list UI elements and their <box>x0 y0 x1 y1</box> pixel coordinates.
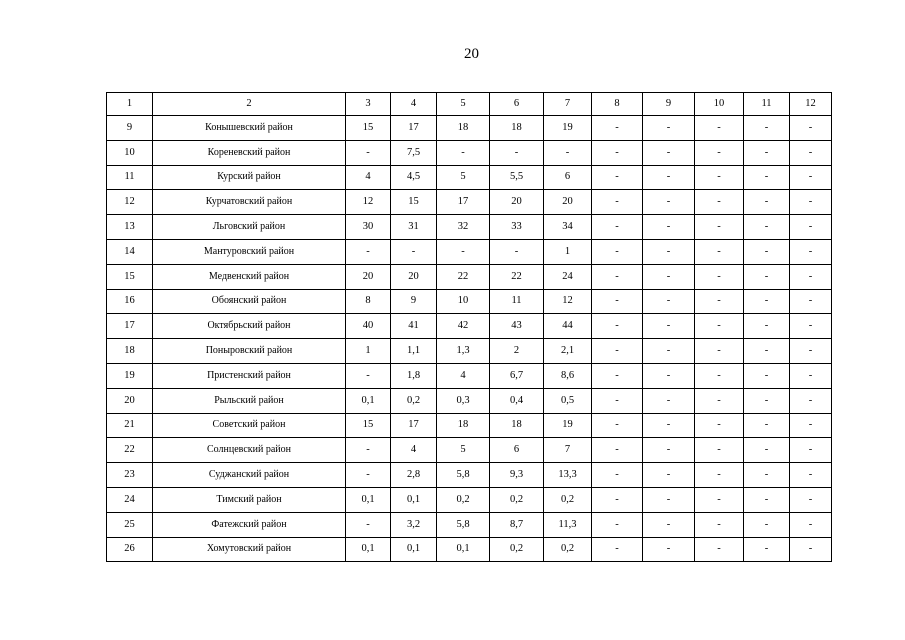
value-cell: - <box>790 314 832 339</box>
value-cell: - <box>744 512 790 537</box>
value-cell: - <box>643 413 695 438</box>
value-cell: 6 <box>544 165 592 190</box>
column-number-cell: 10 <box>695 93 744 116</box>
district-name-cell: Фатежский район <box>153 512 346 537</box>
value-cell: - <box>643 388 695 413</box>
value-cell: - <box>695 239 744 264</box>
district-name-cell: Советский район <box>153 413 346 438</box>
column-number-cell: 11 <box>744 93 790 116</box>
column-number-cell: 1 <box>107 93 153 116</box>
row-number-cell: 18 <box>107 339 153 364</box>
district-name-cell: Пристенский район <box>153 363 346 388</box>
row-number-cell: 20 <box>107 388 153 413</box>
value-cell: - <box>744 537 790 562</box>
value-cell: - <box>790 388 832 413</box>
value-cell: - <box>695 363 744 388</box>
value-cell: - <box>744 289 790 314</box>
value-cell: - <box>346 239 391 264</box>
value-cell: - <box>744 314 790 339</box>
table-row <box>107 215 832 240</box>
value-cell: 1,8 <box>391 363 437 388</box>
value-cell: 1,1 <box>391 339 437 364</box>
table-header-row <box>107 93 832 116</box>
value-cell: 31 <box>391 215 437 240</box>
value-cell: 18 <box>490 413 544 438</box>
value-cell: - <box>790 264 832 289</box>
value-cell: 4 <box>391 438 437 463</box>
value-cell: 0,2 <box>544 537 592 562</box>
district-name-cell: Конышевский район <box>153 116 346 141</box>
value-cell: - <box>790 463 832 488</box>
value-cell: 1,3 <box>437 339 490 364</box>
row-number-cell: 14 <box>107 239 153 264</box>
value-cell: - <box>391 239 437 264</box>
value-cell: - <box>790 413 832 438</box>
value-cell: - <box>643 140 695 165</box>
value-cell: - <box>592 165 643 190</box>
row-number-cell: 21 <box>107 413 153 438</box>
value-cell: 22 <box>437 264 490 289</box>
value-cell: 22 <box>490 264 544 289</box>
value-cell: 30 <box>346 215 391 240</box>
value-cell: - <box>592 339 643 364</box>
value-cell: - <box>790 363 832 388</box>
value-cell: - <box>490 140 544 165</box>
row-number-cell: 22 <box>107 438 153 463</box>
value-cell: - <box>744 239 790 264</box>
value-cell: - <box>695 289 744 314</box>
value-cell: - <box>744 339 790 364</box>
value-cell: - <box>695 438 744 463</box>
value-cell: 17 <box>391 116 437 141</box>
value-cell: - <box>790 438 832 463</box>
value-cell: - <box>643 314 695 339</box>
value-cell: 2 <box>490 339 544 364</box>
page-number: 20 <box>464 46 479 62</box>
value-cell: - <box>790 215 832 240</box>
row-number-cell: 23 <box>107 463 153 488</box>
value-cell: - <box>695 339 744 364</box>
value-cell: - <box>695 264 744 289</box>
district-name-cell: Тимский район <box>153 487 346 512</box>
value-cell: - <box>643 289 695 314</box>
table-row <box>107 116 832 141</box>
value-cell: 8 <box>346 289 391 314</box>
table-row <box>107 339 832 364</box>
value-cell: - <box>744 264 790 289</box>
table-body <box>107 93 832 562</box>
district-name-cell: Курский район <box>153 165 346 190</box>
value-cell: - <box>744 116 790 141</box>
value-cell: 0,1 <box>346 537 391 562</box>
value-cell: - <box>790 190 832 215</box>
value-cell: - <box>695 388 744 413</box>
value-cell: - <box>643 438 695 463</box>
table-row <box>107 289 832 314</box>
value-cell: - <box>695 512 744 537</box>
row-number-cell: 17 <box>107 314 153 339</box>
value-cell: 20 <box>544 190 592 215</box>
row-number-cell: 12 <box>107 190 153 215</box>
value-cell: - <box>643 165 695 190</box>
value-cell: 0,1 <box>437 537 490 562</box>
value-cell: 43 <box>490 314 544 339</box>
district-name-cell: Солнцевский район <box>153 438 346 463</box>
district-name-cell: Курчатовский район <box>153 190 346 215</box>
value-cell: 13,3 <box>544 463 592 488</box>
value-cell: 32 <box>437 215 490 240</box>
value-cell: - <box>790 487 832 512</box>
value-cell: - <box>592 116 643 141</box>
value-cell: - <box>744 165 790 190</box>
table-row <box>107 413 832 438</box>
table-row <box>107 264 832 289</box>
value-cell: 8,7 <box>490 512 544 537</box>
value-cell: - <box>346 512 391 537</box>
value-cell: 8,6 <box>544 363 592 388</box>
value-cell: 5 <box>437 438 490 463</box>
value-cell: - <box>790 239 832 264</box>
row-number-cell: 26 <box>107 537 153 562</box>
value-cell: - <box>744 487 790 512</box>
value-cell: - <box>592 264 643 289</box>
value-cell: 42 <box>437 314 490 339</box>
value-cell: 6 <box>490 438 544 463</box>
value-cell: - <box>592 140 643 165</box>
table-row <box>107 438 832 463</box>
value-cell: 15 <box>346 413 391 438</box>
column-number-cell: 9 <box>643 93 695 116</box>
value-cell: 0,1 <box>391 537 437 562</box>
value-cell: 10 <box>437 289 490 314</box>
value-cell: 12 <box>346 190 391 215</box>
district-name-cell: Хомутовский район <box>153 537 346 562</box>
value-cell: - <box>437 239 490 264</box>
value-cell: - <box>695 116 744 141</box>
table-row <box>107 239 832 264</box>
value-cell: - <box>643 512 695 537</box>
district-name-cell: Медвенский район <box>153 264 346 289</box>
value-cell: 20 <box>346 264 391 289</box>
value-cell: - <box>592 314 643 339</box>
value-cell: - <box>592 537 643 562</box>
value-cell: - <box>643 339 695 364</box>
column-number-cell: 6 <box>490 93 544 116</box>
value-cell: - <box>695 463 744 488</box>
row-number-cell: 16 <box>107 289 153 314</box>
table-row <box>107 537 832 562</box>
value-cell: - <box>592 239 643 264</box>
value-cell: - <box>643 116 695 141</box>
value-cell: 11 <box>490 289 544 314</box>
value-cell: - <box>592 190 643 215</box>
value-cell: - <box>592 388 643 413</box>
data-table <box>106 92 832 562</box>
row-number-cell: 24 <box>107 487 153 512</box>
value-cell: 18 <box>437 116 490 141</box>
value-cell: 1 <box>544 239 592 264</box>
value-cell: - <box>744 463 790 488</box>
value-cell: 18 <box>490 116 544 141</box>
value-cell: 44 <box>544 314 592 339</box>
value-cell: - <box>592 438 643 463</box>
value-cell: 40 <box>346 314 391 339</box>
value-cell: - <box>744 215 790 240</box>
value-cell: - <box>643 190 695 215</box>
value-cell: - <box>490 239 544 264</box>
value-cell: 5 <box>437 165 490 190</box>
value-cell: - <box>346 363 391 388</box>
value-cell: 0,2 <box>490 487 544 512</box>
value-cell: - <box>744 438 790 463</box>
table-row <box>107 388 832 413</box>
value-cell: 15 <box>391 190 437 215</box>
value-cell: - <box>643 537 695 562</box>
value-cell: 15 <box>346 116 391 141</box>
value-cell: 19 <box>544 413 592 438</box>
value-cell: 11,3 <box>544 512 592 537</box>
column-number-cell: 5 <box>437 93 490 116</box>
column-number-cell: 12 <box>790 93 832 116</box>
table-row <box>107 463 832 488</box>
column-number-cell: 2 <box>153 93 346 116</box>
value-cell: 6,7 <box>490 363 544 388</box>
value-cell: - <box>695 165 744 190</box>
value-cell: 4,5 <box>391 165 437 190</box>
value-cell: - <box>643 215 695 240</box>
value-cell: - <box>592 487 643 512</box>
value-cell: 0,1 <box>346 388 391 413</box>
value-cell: - <box>592 463 643 488</box>
district-name-cell: Октябрьский район <box>153 314 346 339</box>
district-name-cell: Рыльский район <box>153 388 346 413</box>
value-cell: - <box>695 413 744 438</box>
value-cell: 9 <box>391 289 437 314</box>
table-row <box>107 165 832 190</box>
value-cell: - <box>790 512 832 537</box>
value-cell: - <box>643 264 695 289</box>
district-name-cell: Поныровский район <box>153 339 346 364</box>
value-cell: - <box>744 413 790 438</box>
row-number-cell: 19 <box>107 363 153 388</box>
value-cell: - <box>695 215 744 240</box>
row-number-cell: 11 <box>107 165 153 190</box>
value-cell: 4 <box>437 363 490 388</box>
value-cell: 20 <box>490 190 544 215</box>
value-cell: 9,3 <box>490 463 544 488</box>
value-cell: - <box>695 190 744 215</box>
value-cell: - <box>695 537 744 562</box>
value-cell: 0,2 <box>391 388 437 413</box>
value-cell: 33 <box>490 215 544 240</box>
value-cell: - <box>592 215 643 240</box>
value-cell: 20 <box>391 264 437 289</box>
value-cell: - <box>744 140 790 165</box>
value-cell: 5,8 <box>437 512 490 537</box>
value-cell: - <box>544 140 592 165</box>
value-cell: 5,5 <box>490 165 544 190</box>
value-cell: - <box>790 537 832 562</box>
value-cell: - <box>744 388 790 413</box>
value-cell: - <box>643 363 695 388</box>
value-cell: 5,8 <box>437 463 490 488</box>
column-number-cell: 7 <box>544 93 592 116</box>
value-cell: - <box>643 239 695 264</box>
value-cell: - <box>790 339 832 364</box>
value-cell: - <box>346 438 391 463</box>
value-cell: 17 <box>391 413 437 438</box>
table-row <box>107 140 832 165</box>
value-cell: 18 <box>437 413 490 438</box>
value-cell: 0,2 <box>544 487 592 512</box>
district-name-cell: Кореневский район <box>153 140 346 165</box>
value-cell: 0,2 <box>437 487 490 512</box>
value-cell: 0,1 <box>391 487 437 512</box>
value-cell: - <box>643 463 695 488</box>
value-cell: 2,8 <box>391 463 437 488</box>
table-row <box>107 314 832 339</box>
value-cell: 3,2 <box>391 512 437 537</box>
value-cell: - <box>695 314 744 339</box>
district-name-cell: Обоянский район <box>153 289 346 314</box>
table-row <box>107 512 832 537</box>
value-cell: - <box>790 116 832 141</box>
value-cell: - <box>744 363 790 388</box>
value-cell: 41 <box>391 314 437 339</box>
value-cell: - <box>643 487 695 512</box>
value-cell: 24 <box>544 264 592 289</box>
value-cell: - <box>346 140 391 165</box>
value-cell: - <box>346 463 391 488</box>
value-cell: 7 <box>544 438 592 463</box>
value-cell: 2,1 <box>544 339 592 364</box>
value-cell: 0,2 <box>490 537 544 562</box>
table-row <box>107 487 832 512</box>
value-cell: 34 <box>544 215 592 240</box>
value-cell: 7,5 <box>391 140 437 165</box>
value-cell: 17 <box>437 190 490 215</box>
value-cell: 0,4 <box>490 388 544 413</box>
district-name-cell: Суджанский район <box>153 463 346 488</box>
value-cell: - <box>695 140 744 165</box>
row-number-cell: 10 <box>107 140 153 165</box>
value-cell: 0,1 <box>346 487 391 512</box>
row-number-cell: 15 <box>107 264 153 289</box>
value-cell: - <box>790 140 832 165</box>
value-cell: 0,3 <box>437 388 490 413</box>
value-cell: 1 <box>346 339 391 364</box>
value-cell: - <box>437 140 490 165</box>
value-cell: - <box>592 512 643 537</box>
value-cell: - <box>790 165 832 190</box>
value-cell: 19 <box>544 116 592 141</box>
column-number-cell: 4 <box>391 93 437 116</box>
value-cell: - <box>592 413 643 438</box>
row-number-cell: 13 <box>107 215 153 240</box>
column-number-cell: 3 <box>346 93 391 116</box>
value-cell: 12 <box>544 289 592 314</box>
district-name-cell: Льговский район <box>153 215 346 240</box>
value-cell: 4 <box>346 165 391 190</box>
value-cell: - <box>790 289 832 314</box>
row-number-cell: 9 <box>107 116 153 141</box>
column-number-cell: 8 <box>592 93 643 116</box>
table-row <box>107 190 832 215</box>
row-number-cell: 25 <box>107 512 153 537</box>
value-cell: - <box>695 487 744 512</box>
district-name-cell: Мантуровский район <box>153 239 346 264</box>
value-cell: 0,5 <box>544 388 592 413</box>
value-cell: - <box>592 363 643 388</box>
table-row <box>107 363 832 388</box>
value-cell: - <box>744 190 790 215</box>
value-cell: - <box>592 289 643 314</box>
